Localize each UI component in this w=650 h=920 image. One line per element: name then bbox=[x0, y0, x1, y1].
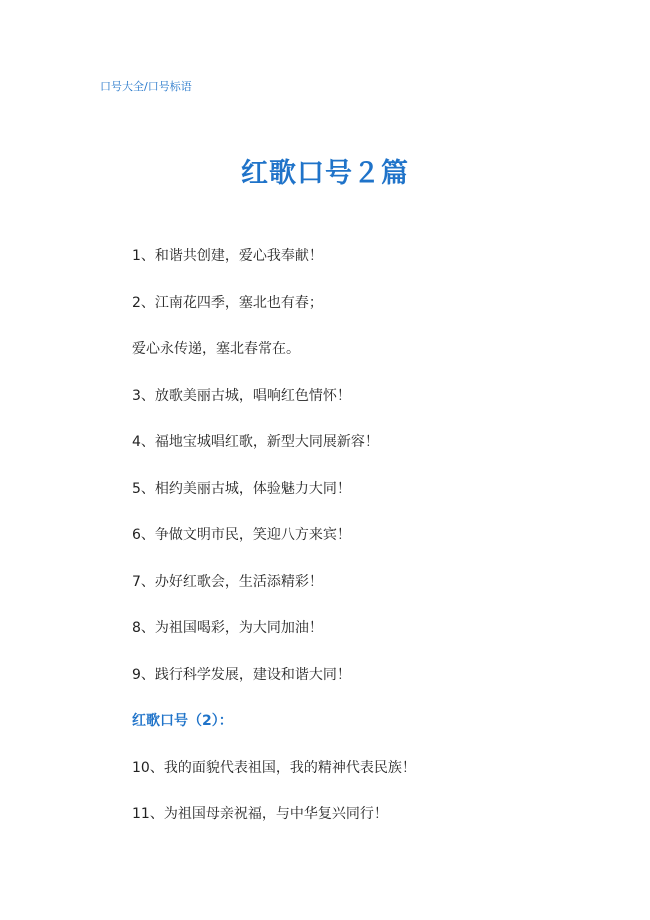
document-body bbox=[132, 244, 562, 849]
breadcrumb-separator: / bbox=[144, 80, 148, 93]
slogan-line: 1、和谐共创建，爱心我奉献！ bbox=[132, 248, 323, 264]
slogan-line: 2、江南花四季，塞北也有春； bbox=[132, 294, 323, 311]
breadcrumb bbox=[100, 80, 192, 94]
slogan-line: 5、相约美丽古城，体验魅力大同！ bbox=[132, 480, 351, 497]
page-title: 红歌口号２篇 bbox=[241, 158, 409, 189]
slogan-line: 11、为祖国母亲祝福，与中华复兴同行！ bbox=[132, 806, 388, 822]
section-heading: 红歌口号（2）： bbox=[132, 713, 233, 729]
slogan-line: 爱心永传递，塞北春常在。 bbox=[132, 341, 300, 357]
slogan-line: 3、放歌美丽古城，唱响红色情怀！ bbox=[132, 387, 351, 404]
breadcrumb-link-slogan-phrases[interactable]: 口号标语 bbox=[147, 80, 192, 93]
slogan-line: 7、办好红歌会，生活添精彩！ bbox=[132, 573, 323, 590]
slogan-line: 10、我的面貌代表祖国，我的精神代表民族！ bbox=[132, 759, 416, 776]
slogan-line: 6、争做文明市民，笑迎八方来宾！ bbox=[132, 527, 351, 543]
slogan-line: 8、为祖国喝彩，为大同加油！ bbox=[132, 620, 323, 636]
slogan-line: 9、践行科学发展，建设和谐大同！ bbox=[132, 666, 351, 683]
breadcrumb-link-slogans[interactable]: 口号大全 bbox=[100, 80, 144, 93]
slogan-line: 4、福地宝城唱红歌，新型大同展新容！ bbox=[132, 434, 379, 450]
